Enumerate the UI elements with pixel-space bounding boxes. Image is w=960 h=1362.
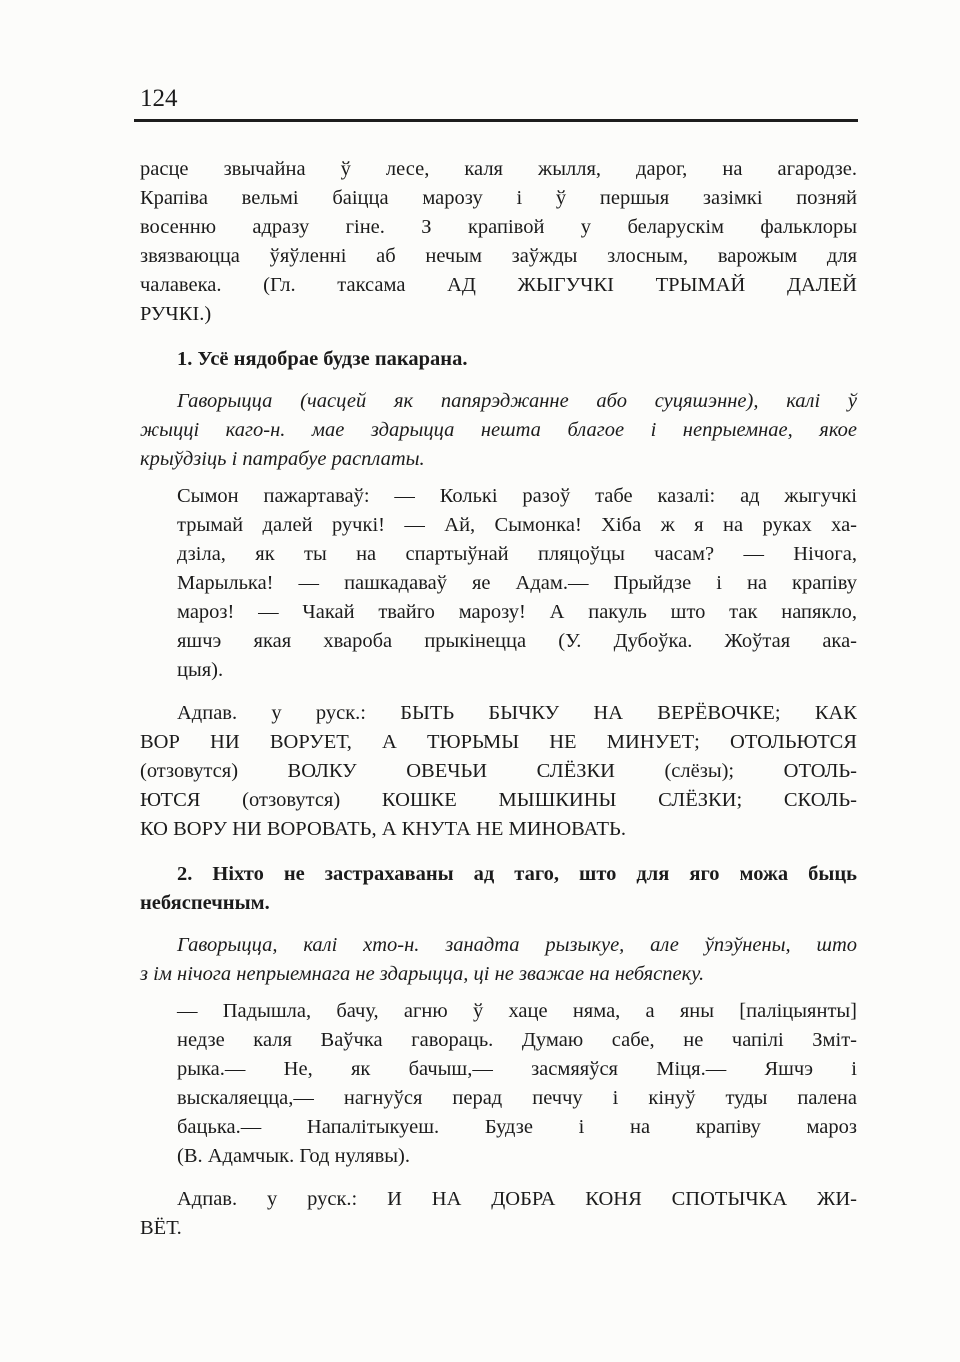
text-line: (отзовутся) ВОЛКУ ОВЕЧЬИ СЛЁЗКИ (слёзы); ОТОЛЬ- bbox=[140, 760, 857, 782]
text-line: з ім нічога непрыемнага не здарыцца, ці не зважае на небяспеку. bbox=[140, 963, 705, 985]
text-line: РУЧКІ.) bbox=[140, 303, 212, 325]
text-line: 2. Ніхто не застрахаваны ад таго, што для яго можа быць bbox=[177, 863, 857, 885]
text-line: Гаворыцца, калі хто-н. занадта рызыкуе, але ўпэўнены, што bbox=[177, 934, 857, 956]
text-line: выскаляецца,— нагнуўся перад печчу і кінуў туды палена bbox=[177, 1087, 857, 1109]
meaning-1-quotation bbox=[177, 482, 857, 685]
meaning-2-russian-equivalents bbox=[140, 1185, 857, 1243]
text-line: яшчэ якая хвароба прыкінецца (У. Дубоўка. Жоўтая ака- bbox=[177, 630, 857, 652]
text-line: дзіла, як ты на спартыўнай пляцоўцы часам? — Нічога, bbox=[177, 543, 857, 565]
meaning-2-quotation bbox=[177, 997, 857, 1171]
text-line: Адпав. у руск.: И НА ДОБРА КОНЯ СПОТЫЧКА ЖИ- bbox=[177, 1188, 857, 1210]
text-line: расце звычайна ў лесе, каля жылля, дарог, на агародзе. bbox=[140, 158, 857, 180]
text-line: ВОР НИ ВОРУЕТ, А ТЮРЬМЫ НЕ МИНУЕТ; ОТОЛЬЮТСЯ bbox=[140, 731, 857, 753]
text-line: рыка.— Не, як бачыш,— засмяяўся Міця.— Яшчэ і bbox=[177, 1058, 857, 1080]
text-line: ВЁТ. bbox=[140, 1217, 182, 1239]
page-number: 124 bbox=[140, 85, 178, 112]
text-line: звязваюцца ўяўленні аб нечым заўжды злосным, варожым для bbox=[140, 245, 857, 267]
text-line: мароз! — Чакай твайго марозу! А пакуль што так напякло, bbox=[177, 601, 857, 623]
text-line: 1. Усё нядобрае будзе пакарана. bbox=[177, 348, 468, 370]
text-line: недзе каля Ваўчка гавораць. Думаю сабе, не чапілі Зміт- bbox=[177, 1029, 857, 1051]
text-line: Гаворыцца (часцей як папярэджанне або суцяшэнне), калі ў bbox=[177, 390, 857, 412]
text-line: КО ВОРУ НИ ВОРОВАТЬ, А КНУТА НЕ МИНОВАТЬ. bbox=[140, 818, 626, 840]
intro-continuation-paragraph bbox=[140, 155, 857, 329]
text-line: — Падышла, бачу, агню ў хаце няма, а яны [паліцыянты] bbox=[177, 1000, 857, 1022]
meaning-1-usage-note bbox=[140, 387, 857, 474]
page-body bbox=[140, 155, 857, 1243]
text-line: Адпав. у руск.: БЫТЬ БЫЧКУ НА ВЕРЁВОЧКЕ; КАК bbox=[177, 702, 857, 724]
header-rule bbox=[134, 119, 858, 122]
meaning-1-russian-equivalents bbox=[140, 699, 857, 844]
text-line: Сымон пажартаваў: — Колькі разоў табе казалі: ад жыгучкі bbox=[177, 485, 857, 507]
meaning-2-heading bbox=[140, 860, 857, 918]
text-line: Марылька! — пашкадаваў яе Адам.— Прыйдзе і на крапіву bbox=[177, 572, 857, 594]
text-line: небяспечным. bbox=[140, 892, 270, 914]
text-line: ЮТСЯ (отзовутся) КОШКЕ МЫШКИНЫ СЛЁЗКИ; СКОЛЬ- bbox=[140, 789, 857, 811]
text-line: бацька.— Напалітыкуеш. Будзе і на крапіву мароз bbox=[177, 1116, 857, 1138]
text-line: восенню адразу гіне. З крапівой у беларускім фальклоры bbox=[140, 216, 857, 238]
meaning-2-usage-note bbox=[140, 931, 857, 989]
text-line: крыўдзіць і патрабуе расплаты. bbox=[140, 448, 425, 470]
text-line: чалавека. (Гл. таксама АД ЖЫГУЧКІ ТРЫМАЙ ДАЛЕЙ bbox=[140, 274, 857, 296]
text-line: жыцці каго-н. мае здарыцца нешта благое і непрыемнае, якое bbox=[140, 419, 857, 441]
text-line: Крапіва вельмі баіцца марозу і ў першыя зазімкі позняй bbox=[140, 187, 857, 209]
meaning-1-heading bbox=[140, 345, 857, 374]
page-header bbox=[140, 86, 857, 122]
text-line: цыя). bbox=[177, 659, 224, 681]
text-line: трымай далей ручкі! — Ай, Сымонка! Хіба ж я на руках ха- bbox=[177, 514, 857, 536]
text-line: (В. Адамчык. Год нулявы). bbox=[177, 1145, 410, 1167]
